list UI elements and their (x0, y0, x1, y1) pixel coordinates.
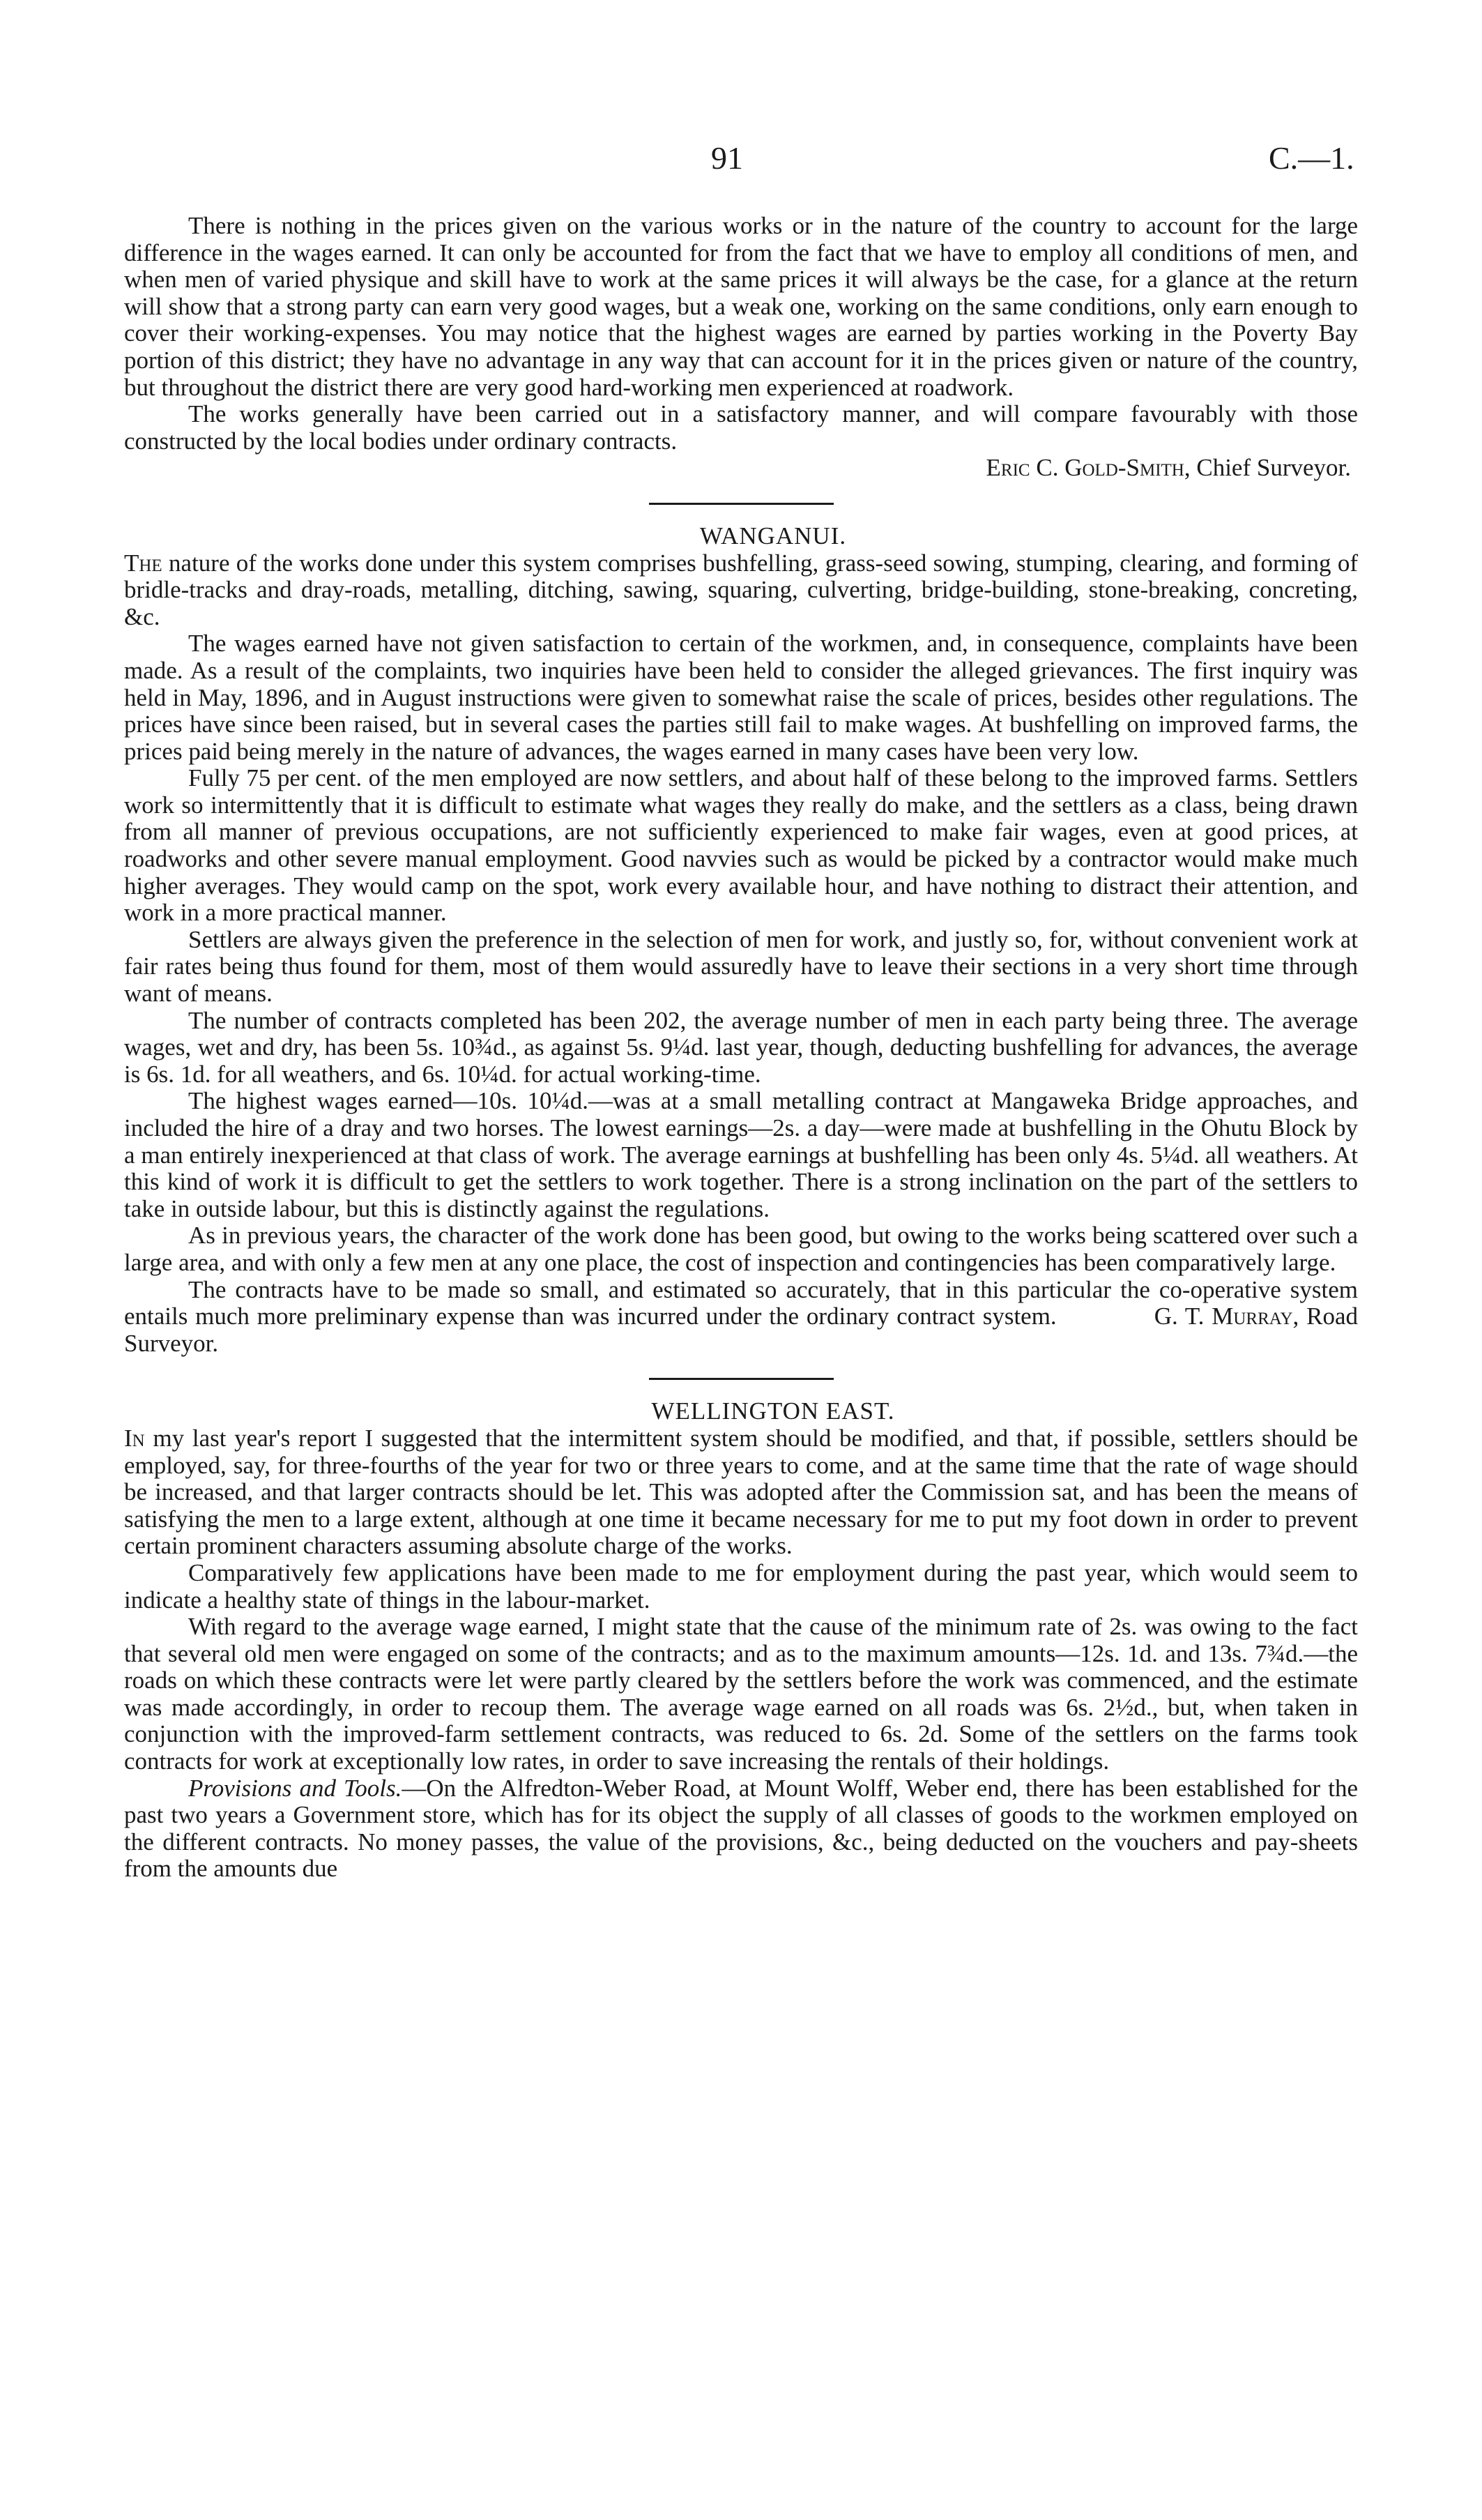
paragraph: The wages earned have not given satisfaction to certain of the workmen, and, in consequence, complaints have been made. As a result of the complaints, two inquiries have been held to consider the alleged grievances. The first inquiry was held in May, 1896, and in August instructions were given to somewhat raise the scale of prices, besides other regulations. The prices have since been raised, but in several cases the parties still fail to make wages. At bushfelling on improved farms, the prices paid being merely in the nature of advances, the wages earned in many cases have been very low. (124, 630, 1358, 765)
paragraph: Settlers are always given the preference in the selection of men for work, and justly so, for, without convenient work at fair rates being thus found for them, most of them would assuredly have to leave their sections in a very short time through want of means. (124, 925, 1358, 1008)
paragraph: The works generally have been carried out in a satisfactory manner, and will compare favourably with those constructed by the local bodies under ordinary contracts. (124, 400, 1358, 455)
signature-title: Road Surveyor. (124, 1303, 1359, 1357)
paragraph: The number of contracts completed has been 202, the average number of men in each party being three. The average wages, wet and dry, has been 5s. 10¾d., as against 5s. 9¼d. last year, though, deducting bushfelling for advances, the average is 6s. 1d. for all weathers, and 6s. 10¼d. for actual working-time. (124, 1006, 1358, 1088)
document-reference: C.—1. (1269, 140, 1354, 176)
paragraph: Comparatively few applications have been made to me for employment during the past year, which would seem to indicate a healthy state of things in the labour-market. (124, 1558, 1358, 1614)
paragraph (124, 550, 1358, 631)
paragraph: The highest wages earned—10s. 10¼d.—was at a small metalling contract at Mangaweka Bridge approaches, and included the hire of a dray and two horses. The lowest earnings—2s. a day—were made at bushfelling in the Ohutu Block by a man entirely inexperienced at that class of work. The average earnings at bushfelling has been only 4s. 5¼d. all weathers. At this kind of work it is difficult to get the settlers to work together. There is a strong inclination on the part of the settlers to take in outside labour, but this is distinctly against the regulations. (124, 1087, 1358, 1222)
signature-name: Eric C. Gold-Smith, (986, 454, 1191, 482)
paragraph-text: my last year's report I suggested that the intermittent system should be modified, and that, if possible, settlers should be employed, say, for three-fourths of the year for two or three years to come, and at the same time that the rate of wage should be increased, and that larger contracts should be let. This was adopted after the Commission sat, and has been the means of satisfying the men to a large extent, although at one time it became necessary for me to put my foot down in order to prevent certain prominent characters assuming absolute charge of the works. (124, 1424, 1358, 1560)
section-heading: WANGANUI. (699, 522, 847, 549)
paragraph (124, 1775, 1358, 1883)
paragraph: With regard to the average wage earned, I might state that the cause of the minimum rate of 2s. was owing to the fact that several old men were engaged on some of the contracts; and as to the maximum amounts—12s. 1d. and 13s. 7¾d.—the roads on which these contracts were let were partly cleared by the settlers before the work was commenced, and the estimate was made accordingly, in order to recoup them. The average wage earned on all roads was 6s. 2½d., but, when taken in conjunction with the improved-farm settlement contracts, was reduced to 6s. 2d. Some of the settlers on the farms took contracts for work at exceptionally low rates, in order to save increasing the rentals of their holdings. (124, 1613, 1358, 1775)
section-divider (649, 503, 834, 505)
paragraph-text: —On the Alfredton-Weber Road, at Mount Wolff, Weber end, there has been established for the past two years a Government store, which has for its object the supply of all classes of goods to the workmen employed on the different contracts. No money passes, the value of the provisions, &c., being deducted on the vouchers and pay-sheets from the amounts due (124, 1774, 1359, 1883)
signature (124, 455, 1358, 482)
page-number: 91 (711, 140, 743, 176)
section-divider (649, 1378, 834, 1380)
signature-title: Chief Surveyor. (1196, 454, 1351, 482)
lead-word: In (124, 1424, 145, 1452)
paragraph-text: The contracts have to be made so small, and estimated so accurately, that in this particular the co-operative system entails much more preliminary expense than was incurred under the ordinary contract system. (124, 1275, 1358, 1330)
section-heading: WELLINGTON EAST. (651, 1397, 895, 1425)
paragraph: As in previous years, the character of the work done has been good, but owing to the works being scattered over such a large area, and with only a few men at any one place, the cost of inspection and contingencies has been comparatively large. (124, 1222, 1358, 1276)
paragraph-text: nature of the works done under this system comprises bushfelling, grass-seed sowing, stumping, clearing, and forming of bridle-tracks and dray-roads, metalling, ditching, sawing, squaring, culverting, bridge-building, stone-breaking, concreting, &c. (124, 549, 1359, 630)
signature-name: G. T. Murray, (1154, 1303, 1299, 1330)
lead-word: The (124, 549, 162, 577)
paragraph (124, 1425, 1358, 1560)
paragraph (124, 1277, 1358, 1358)
body-text (124, 213, 1358, 1883)
paragraph: Fully 75 per cent. of the men employed are now settlers, and about half of these belong to the improved farms. Settlers work so intermittently that it is difficult to estimate what wages they really do make, and the settlers as a class, being drawn from all manner of previous occupations, are not sufficiently experienced to make fair wages, even at good prices, at roadworks and other severe manual employment. Good navvies such as would be picked by a contractor would make much higher averages. They would camp on the spot, work every available hour, and have nothing to distract their attention, and work in a more practical manner. (124, 764, 1358, 927)
paragraph: There is nothing in the prices given on the various works or in the nature of the country to account for the large difference in the wages earned. It can only be accounted for from the fact that we have to employ all conditions of men, and when men of varied physique and skill have to work at the same prices it will always be the case, for a glance at the return will show that a strong party can earn very good wages, but a weak one, working on the same conditions, only earn enough to cover their working-expenses. You may notice that the highest wages are earned by parties working in the Poverty Bay portion of this district; they have no advantage in any way that can account for it in the prices given or nature of the country, but throughout the district there are very good hard-working men experienced at roadwork. (124, 212, 1358, 401)
subheading-label: Provisions and Tools. (188, 1774, 402, 1802)
